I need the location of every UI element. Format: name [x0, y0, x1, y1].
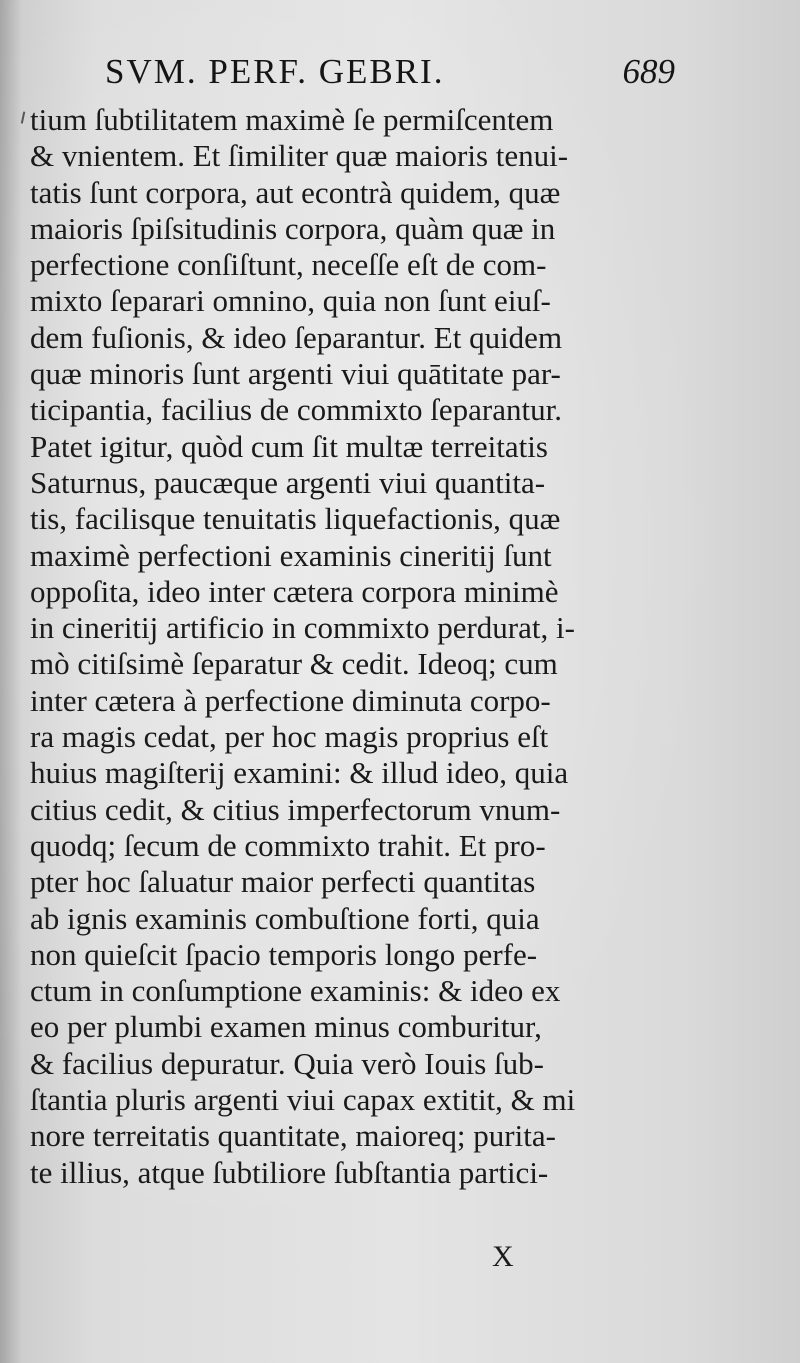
text-line: in cineritij artificio in commixto perdurat, i-: [30, 610, 575, 646]
text-line: perfectione conſiſtunt, neceſſe eſt de com-: [30, 247, 547, 283]
page-number: 689: [622, 52, 675, 91]
text-line: oppoſita, ideo inter cætera corpora minimè: [30, 573, 559, 609]
text-line: ticipantia, facilius de commixto ſeparantur.: [30, 392, 562, 428]
text-line: ab ignis examinis combuſtione forti, quia: [30, 900, 540, 936]
spine-shadow: [0, 0, 22, 1363]
text-line: inter cætera à perfectione diminuta corpo-: [30, 682, 551, 718]
text-line: te illius, atque ſubtiliore ſubſtantia partici-: [30, 1154, 549, 1190]
text-line: nore terreitatis quantitate, maioreq; purita-: [30, 1118, 556, 1154]
text-line: mixto ſeparari omnino, quia non ſunt eiuſ-: [30, 283, 551, 319]
text-line: tis, facilisque tenuitatis liquefactionis, quæ: [30, 501, 561, 537]
text-line: & facilius depuratur. Quia verò Iouis ſub-: [30, 1045, 544, 1081]
text-line: citius cedit, & citius imperfectorum vnum-: [30, 791, 561, 827]
text-line: tatis ſunt corpora, aut econtrà quidem, quæ: [30, 174, 561, 210]
text-line: non quieſcit ſpacio temporis longo perfe-: [30, 936, 538, 972]
text-line: mò citiſsimè ſeparatur & cedit. Ideoq; cum: [30, 646, 558, 682]
text-line: eo per plumbi examen minus comburitur,: [30, 1009, 542, 1045]
text-line: ſtantia pluris argenti viui capax extitit, & mi: [30, 1082, 576, 1118]
text-line: pter hoc ſaluatur maior perfecti quantitas: [30, 864, 536, 900]
text-line: huius magiſterij examini: & illud ideo, quia: [30, 755, 569, 791]
text-line: tium ſubtilitatem maximè ſe permiſcentem: [30, 102, 554, 137]
running-head: [105, 52, 675, 100]
text-line: maximè perfectioni examinis cineritij ſunt: [30, 537, 552, 573]
text-line: Saturnus, paucæque argenti viui quantita-: [30, 464, 546, 500]
text-line: & vnientem. Et ſimiliter quæ maioris tenui-: [30, 138, 569, 174]
text-line: quæ minoris ſunt argenti viui quātitate par-: [30, 356, 561, 392]
text-line: dem fuſionis, & ideo ſeparantur. Et quidem: [30, 319, 563, 355]
margin-mark: [21, 112, 29, 125]
body-text: [30, 102, 670, 1191]
text-line: ctum in conſumptione examinis: & ideo ex: [30, 973, 561, 1009]
signature-mark: X: [492, 1240, 514, 1273]
text-line: quodq; ſecum de commixto trahit. Et pro-: [30, 827, 546, 863]
text-line: Patet igitur, quòd cum ſit multæ terreitatis: [30, 428, 548, 464]
running-title: SVM. PERF. GEBRI.: [105, 52, 445, 91]
text-line: ra magis cedat, per hoc magis proprius eſt: [30, 719, 549, 755]
text-line: maioris ſpiſsitudinis corpora, quàm quæ in: [30, 210, 556, 246]
